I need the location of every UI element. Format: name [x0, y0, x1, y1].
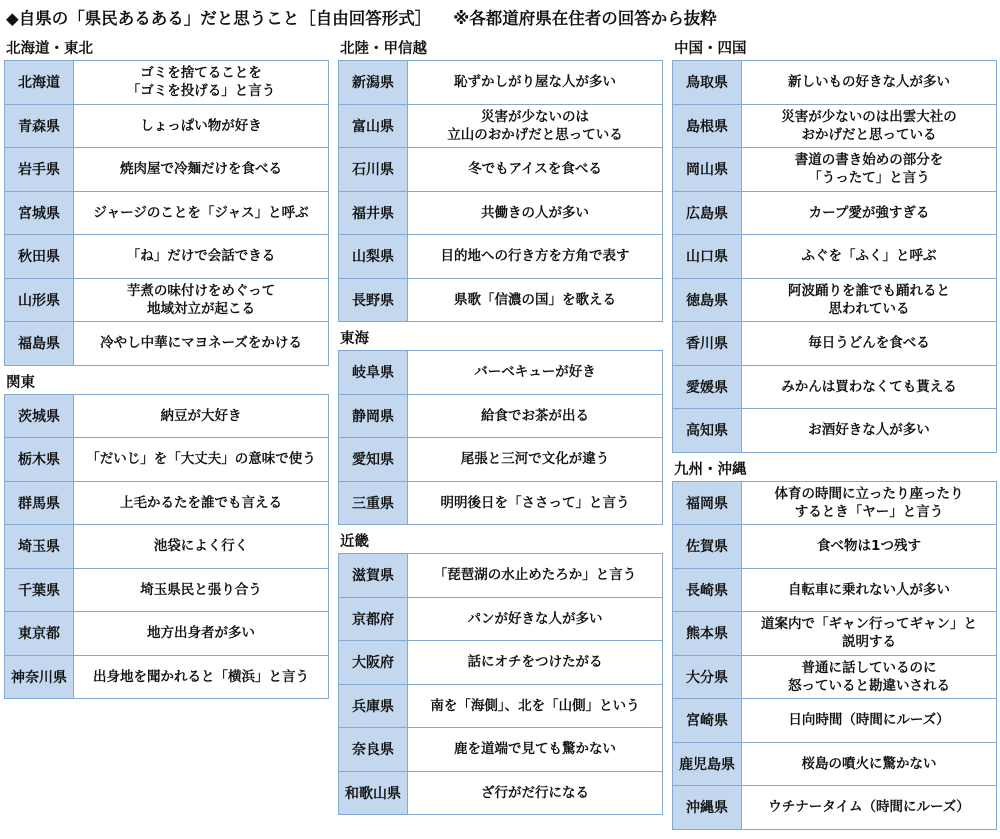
prefecture-name: 山口県 [673, 235, 742, 278]
answer-text: 県歌「信濃の国」を歌える [454, 291, 616, 308]
table-row [5, 395, 328, 439]
answer-text: 恥ずかしがり屋な人が多い [454, 74, 616, 91]
prefecture-name: 広島県 [673, 192, 742, 235]
region-header: 北海道・東北 [6, 41, 93, 57]
table-row [339, 105, 662, 149]
answer-text: 災害が少ないのは 立山のおかげだと思っている [447, 108, 623, 143]
table-row [673, 786, 996, 829]
answer-text: みかんは買わなくても貰える [781, 378, 957, 395]
answer-text: 桜島の噴火に驚かない [801, 755, 937, 772]
table-row [5, 61, 328, 105]
table-row [5, 525, 328, 569]
answer-text: 毎日うどんを食べる [808, 335, 930, 352]
answer-text: 芋煮の味付けをめぐって 地域対立が起こる [126, 282, 276, 317]
prefecture-name: 奈良県 [339, 728, 408, 771]
prefecture-name: 岩手県 [5, 148, 74, 191]
title-note: ※各都道府県在住者の回答から抜粋 [453, 9, 717, 28]
table-row [5, 612, 328, 656]
prefecture-name: 兵庫県 [339, 685, 408, 728]
answer-text: しょっぱい物が好き [140, 117, 262, 134]
prefecture-name: 香川県 [673, 322, 742, 365]
answer-text: 「琵琶湖の水止めたろか」と言う [433, 567, 637, 584]
prefecture-name: 石川県 [339, 148, 408, 191]
prefecture-name: 神奈川県 [5, 656, 74, 699]
prefecture-name: 東京都 [5, 612, 74, 655]
region-table [4, 394, 329, 700]
table-row [339, 395, 662, 439]
table-row [5, 656, 328, 699]
table-row [673, 61, 996, 105]
prefecture-name: 熊本県 [673, 612, 742, 655]
answer-text: 納豆が大好き [160, 407, 242, 424]
answer-text: 共働きの人が多い [481, 204, 589, 221]
answer-text: 「ね」だけで会話できる [126, 248, 276, 265]
table-row [673, 192, 996, 236]
table-row [5, 438, 328, 482]
table-row [5, 105, 328, 149]
prefecture-name: 青森県 [5, 105, 74, 148]
table-row [5, 279, 328, 323]
prefecture-name: 群馬県 [5, 482, 74, 525]
prefecture-name: 茨城県 [5, 395, 74, 438]
prefecture-name: 山梨県 [339, 235, 408, 278]
prefecture-name: 愛媛県 [673, 366, 742, 409]
answer-text: 出身地を聞かれると「横浜」と言う [93, 668, 309, 685]
page-title [6, 4, 996, 34]
prefecture-name: 島根県 [673, 105, 742, 148]
prefecture-name: 静岡県 [339, 395, 408, 438]
prefecture-name: 長崎県 [673, 569, 742, 612]
region-table [338, 350, 663, 525]
prefecture-name: 富山県 [339, 105, 408, 148]
table-row [673, 656, 996, 700]
answer-text: 食べ物は1つ残す [817, 538, 921, 555]
table-row [339, 61, 662, 105]
answer-text: 南を「海側」、北を「山側」という [430, 697, 640, 714]
table-row [339, 554, 662, 598]
prefecture-name: 山形県 [5, 279, 74, 322]
answer-text: 道案内で「ギャン行ってギャン」と 説明する [761, 616, 977, 651]
region-header: 北陸・甲信越 [340, 41, 427, 57]
prefecture-name: 和歌山県 [339, 772, 408, 815]
region-header: 関東 [6, 374, 35, 391]
answer-text: 上毛かるたを誰でも言える [120, 494, 282, 511]
table-row [673, 279, 996, 323]
table-row [673, 699, 996, 743]
answer-text: 書道の書き始めの部分を 「うったて」と言う [794, 152, 944, 187]
table-row [673, 235, 996, 279]
prefecture-name: 埼玉県 [5, 525, 74, 568]
table-row [339, 148, 662, 192]
table-row [673, 322, 996, 366]
answer-text: ジャージのことを「ジャス」と呼ぶ [93, 204, 309, 221]
answer-text: 冷やし中華にマヨネーズをかける [100, 335, 302, 352]
prefecture-name: 大分県 [673, 656, 742, 699]
region-table [672, 481, 997, 830]
table-row [339, 438, 662, 482]
region-header: 近畿 [340, 534, 369, 550]
answer-text: 地方出身者が多い [147, 625, 255, 642]
prefecture-name: 長野県 [339, 279, 408, 322]
answer-text: ウチナータイム（時間にルーズ） [768, 799, 970, 816]
region-header: 中国・四国 [674, 41, 747, 57]
answer-text: カープ愛が強すぎる [808, 204, 930, 221]
prefecture-name: 福岡県 [673, 482, 742, 525]
region-table [338, 60, 663, 322]
table-row [339, 235, 662, 279]
prefecture-name: 三重県 [339, 482, 408, 525]
table-row [673, 743, 996, 787]
answer-text: 鹿を道端で見ても驚かない [454, 741, 616, 758]
answer-text: 尾張と三河で文化が違う [460, 451, 610, 468]
prefecture-name: 秋田県 [5, 235, 74, 278]
prefecture-name: 徳島県 [673, 279, 742, 322]
table-row [673, 148, 996, 192]
answer-text: ゴミを捨てることを 「ゴミを投げる」と言う [126, 65, 276, 100]
prefecture-name: 宮城県 [5, 192, 74, 235]
answer-text: 明明後日を「ささって」と言う [440, 494, 630, 511]
answer-text: 災害が少ないのは出雲大社の おかげだと思っている [781, 108, 957, 143]
prefecture-name: 千葉県 [5, 569, 74, 612]
prefecture-name: 福島県 [5, 322, 74, 365]
table-row [5, 235, 328, 279]
answer-text: 普通に話しているのに 怒っていると勘違いされる [788, 659, 950, 694]
table-row [673, 612, 996, 656]
answer-text: お酒好きな人が多い [808, 422, 930, 439]
table-row [339, 685, 662, 729]
prefecture-name: 鹿児島県 [673, 743, 742, 786]
table-row [673, 569, 996, 613]
answer-text: 焼肉屋で冷麺だけを食べる [120, 161, 282, 178]
region-table [338, 553, 663, 815]
table-row [673, 409, 996, 452]
answer-text: バーベキューが好き [474, 364, 596, 381]
answer-text: ざ行がだ行になる [481, 784, 589, 801]
table-row [673, 366, 996, 410]
prefecture-name: 京都府 [339, 598, 408, 641]
answer-text: 自転車に乗れない人が多い [788, 581, 950, 598]
answer-text: 給食でお茶が出る [481, 407, 589, 424]
prefecture-name: 大阪府 [339, 641, 408, 684]
column-1 [4, 38, 329, 699]
table-row [5, 192, 328, 236]
region-table [4, 60, 329, 366]
prefecture-name: 北海道 [5, 61, 74, 104]
prefecture-name: 沖縄県 [673, 786, 742, 829]
region-table [672, 60, 997, 453]
prefecture-name: 愛知県 [339, 438, 408, 481]
answer-text: 阿波踊りを誰でも踊れると 思われている [788, 282, 950, 317]
prefecture-name: 岡山県 [673, 148, 742, 191]
table-row [339, 192, 662, 236]
prefecture-name: 高知県 [673, 409, 742, 452]
answer-text: 冬でもアイスを食べる [468, 161, 602, 178]
answer-text: 「だいじ」を「大丈夫」の意味で使う [86, 451, 316, 468]
table-row [5, 322, 328, 365]
answer-text: 新しいもの好きな人が多い [788, 74, 950, 91]
answer-text: 日向時間（時間にルーズ） [788, 712, 950, 729]
answer-text: ふぐを「ふく」と呼ぶ [801, 248, 937, 265]
answer-text: 話にオチをつけたがる [467, 654, 603, 671]
prefecture-name: 福井県 [339, 192, 408, 235]
column-3 [672, 38, 997, 830]
region-header: 九州・沖縄 [674, 461, 747, 478]
table-row [339, 641, 662, 685]
table-row [5, 482, 328, 526]
table-row [5, 148, 328, 192]
column-2 [338, 38, 663, 815]
prefecture-name: 宮崎県 [673, 699, 742, 742]
prefecture-name: 鳥取県 [673, 61, 742, 104]
prefecture-name: 佐賀県 [673, 525, 742, 568]
answer-text: 体育の時間に立ったり座ったり するとき「ヤー」と言う [774, 485, 964, 520]
prefecture-name: 滋賀県 [339, 554, 408, 597]
table-row [339, 482, 662, 525]
answer-text: 池袋によく行く [153, 538, 249, 555]
answer-text: 埼玉県民と張り合う [140, 581, 262, 598]
table-row [339, 772, 662, 815]
table-row [339, 728, 662, 772]
answer-text: パンが好きな人が多い [467, 610, 603, 627]
table-row [673, 105, 996, 149]
table-row [339, 279, 662, 322]
region-header: 東海 [340, 331, 369, 347]
table-row [339, 598, 662, 642]
answer-text: 目的地への行き方を方角で表す [440, 248, 630, 265]
title-text: ◆自県の「県民あるある」だと思うこと［自由回答形式］ [6, 9, 432, 28]
table-row [673, 525, 996, 569]
prefecture-name: 新潟県 [339, 61, 408, 104]
table-row [339, 351, 662, 395]
table-row [673, 482, 996, 526]
prefecture-name: 岐阜県 [339, 351, 408, 394]
prefecture-name: 栃木県 [5, 438, 74, 481]
table-row [5, 569, 328, 613]
